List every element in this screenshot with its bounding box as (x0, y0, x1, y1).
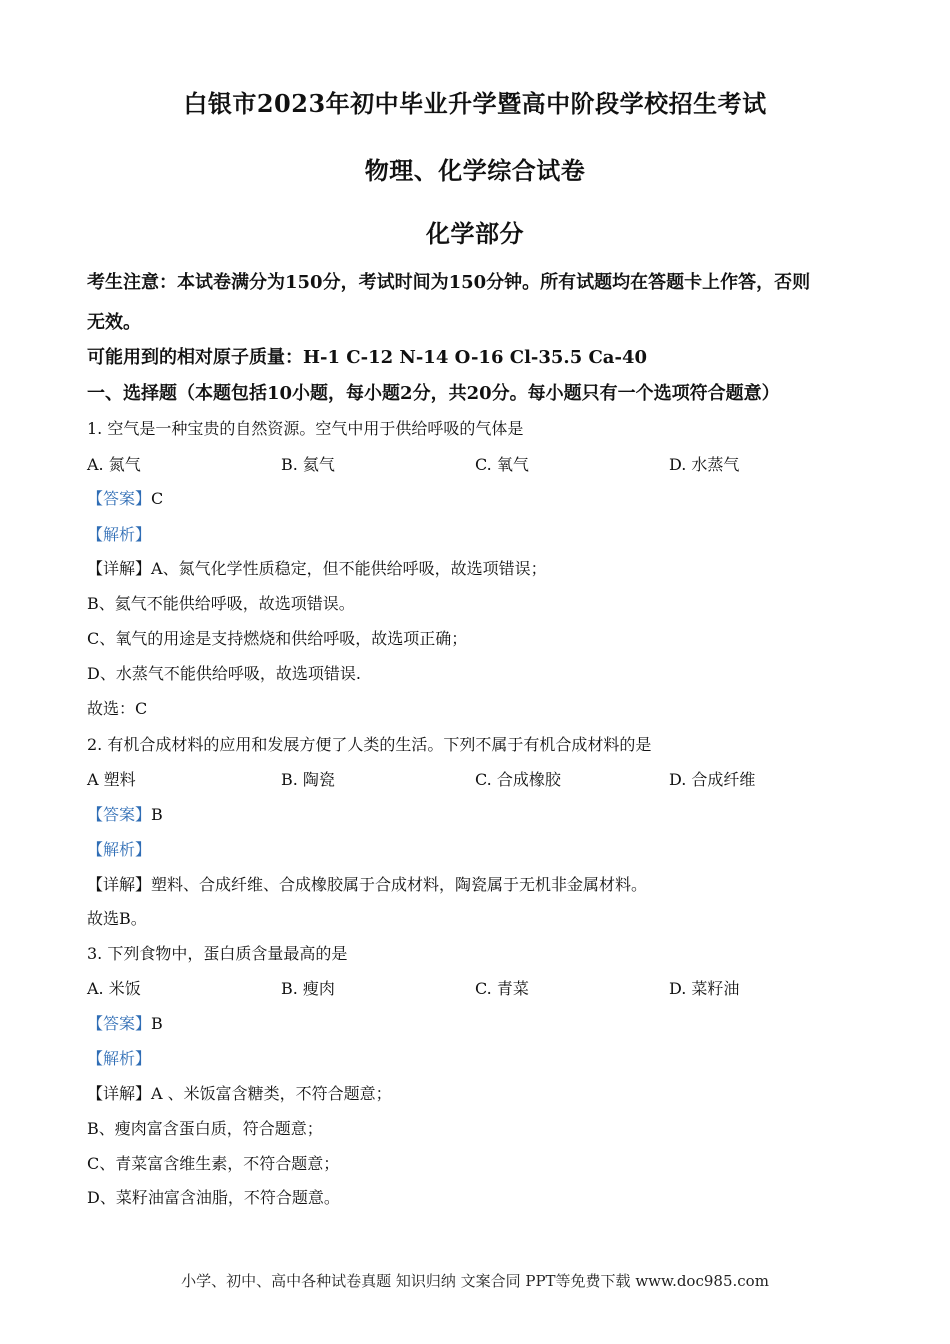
question-3-option-c: C. 青菜 (475, 979, 529, 998)
question-3-option-d: D. 菜籽油 (669, 979, 740, 998)
exam-title: 白银市2023年初中毕业升学暨高中阶段学校招生考试 (183, 89, 767, 118)
detail-label: 【详解】 (87, 875, 152, 894)
question-1-option-c: C. 氧气 (475, 455, 529, 474)
question-1-option-d: D. 水蒸气 (669, 455, 740, 474)
question-3-answer (87, 1011, 163, 1034)
part-title: 化学部分 (426, 219, 524, 248)
question-1-detail-line (87, 556, 547, 579)
question-1-stem: 1. 空气是一种宝贵的自然资源。空气中用于供给呼吸的气体是 (87, 419, 524, 438)
question-1-analysis-label: 【解析】 (87, 525, 152, 544)
detail-text: A、氮气化学性质稳定，但不能供给呼吸，故选项错误； (151, 559, 547, 578)
question-1-answer (87, 486, 163, 509)
question-3-stem: 3. 下列食物中，蛋白质含量最高的是 (87, 944, 348, 963)
question-3-detail-line: C、青菜富含维生素，不符合题意； (87, 1154, 340, 1173)
atomic-mass-line: 可能用到的相对原子质量：H-1 C-12 N-14 O-16 Cl-35.5 Ca-40 (87, 347, 647, 368)
question-2-option-d: D. 合成纤维 (669, 770, 756, 789)
answer-value: C (151, 489, 164, 508)
answer-label: 【答案】 (87, 489, 152, 508)
section-heading: 一、选择题（本题包括10小题，每小题2分，共20分。每小题只有一个选项符合题意） (87, 383, 780, 404)
question-2-conclusion: 故选B。 (87, 909, 147, 928)
detail-label: 【详解】 (87, 559, 152, 578)
detail-text: 塑料、合成纤维、合成橡胶属于合成材料，陶瓷属于无机非金属材料。 (151, 875, 648, 894)
question-3-detail-line: D、菜籽油富含油脂，不符合题意。 (87, 1188, 340, 1207)
exam-subtitle: 物理、化学综合试卷 (364, 156, 586, 185)
notice-line-2: 无效。 (87, 312, 141, 333)
question-2-option-c: C. 合成橡胶 (475, 770, 561, 789)
question-3-analysis-label: 【解析】 (87, 1049, 152, 1068)
question-3-option-a: A. 米饭 (87, 979, 141, 998)
question-2-analysis-label: 【解析】 (87, 840, 152, 859)
question-2-answer (87, 802, 163, 825)
question-1-option-b: B. 氦气 (281, 455, 335, 474)
question-1-detail-line: B、氦气不能供给呼吸，故选项错误。 (87, 594, 355, 613)
question-1-detail-line: D、水蒸气不能供给呼吸，故选项错误. (87, 664, 361, 683)
question-2-option-b: B. 陶瓷 (281, 770, 335, 789)
question-1-option-a: A. 氮气 (87, 455, 141, 474)
answer-label: 【答案】 (87, 805, 152, 824)
detail-text: A 、米饭富含糖类，不符合题意； (151, 1084, 392, 1103)
question-3-option-b: B. 瘦肉 (281, 979, 335, 998)
answer-label: 【答案】 (87, 1014, 152, 1033)
answer-value: B (151, 805, 163, 824)
question-3-detail-line (87, 1081, 392, 1104)
question-2-option-a: A 塑料 (87, 770, 136, 789)
page-footer: 小学、初中、高中各种试卷真题 知识归纳 文案合同 PPT等免费下载 www.doc985.com (181, 1272, 769, 1290)
answer-value: B (151, 1014, 163, 1033)
question-3-detail-line: B、瘦肉富含蛋白质，符合题意； (87, 1119, 323, 1138)
notice-line-1: 考生注意：本试卷满分为150分，考试时间为150分钟。所有试题均在答题卡上作答，否则 (87, 272, 811, 293)
question-2-detail-line (87, 872, 647, 895)
question-1-detail-line: C、氧气的用途是支持燃烧和供给呼吸，故选项正确； (87, 629, 468, 648)
question-2-stem: 2. 有机合成材料的应用和发展方便了人类的生活。下列不属于有机合成材料的是 (87, 735, 652, 754)
question-1-conclusion: 故选：C (87, 699, 148, 718)
detail-label: 【详解】 (87, 1084, 152, 1103)
